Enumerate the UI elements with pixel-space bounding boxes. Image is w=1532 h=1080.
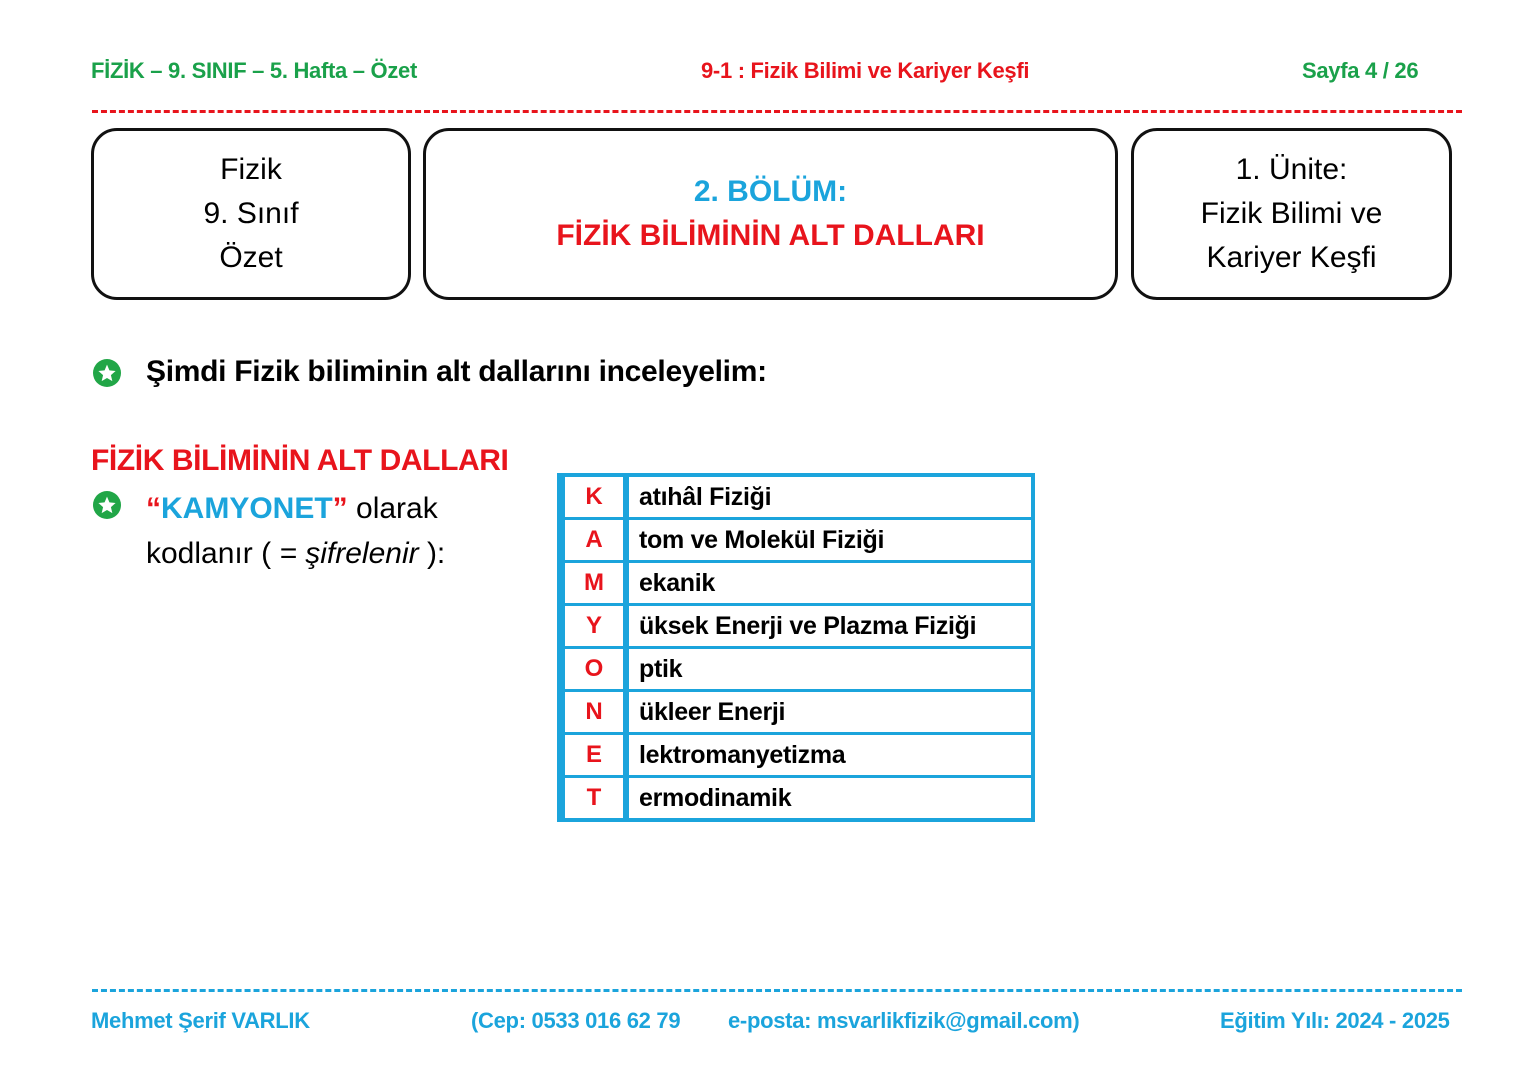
header-unit-title: 9-1 : Fizik Bilimi ve Kariyer Keşfi [701,58,1030,83]
mnemonic-explanation [146,486,445,576]
unit-title-line2: Kariyer Keşfi [1206,241,1377,274]
header-course-info: FİZİK – 9. SINIF – 5. Hafta – Özet [91,58,417,83]
chapter-title: FİZİK BİLİMİNİN ALT DALLARI [556,219,985,252]
chapter-box [423,128,1118,300]
footer-author: Mehmet Şerif VARLIK [91,1008,310,1033]
row-letter: T [561,777,626,821]
row-letter: E [561,734,626,777]
row-branch: tom ve Molekül Fiziği [626,519,1033,562]
section-title: FİZİK BİLİMİNİN ALT DALLARI [91,444,509,477]
line2-italic: = şifrelenir [279,537,419,570]
unit-number: 1. Ünite: [1235,153,1348,186]
mnemonic-explanation-line2 [146,531,445,576]
star-bullet-icon [93,359,121,387]
row-branch: atıhâl Fiziği [626,475,1033,519]
quote-open: “ [146,492,161,525]
row-letter: M [561,562,626,605]
star-bullet-icon [93,491,121,519]
intro-text: Şimdi Fizik biliminin alt dallarını inceleyelim: [146,355,767,388]
header-divider [92,110,1462,113]
table-row [561,519,1033,562]
footer-phone: (Cep: 0533 016 62 79 [471,1008,681,1033]
unit-box [1131,128,1452,300]
course-box [91,128,411,300]
after-keyword-text: olarak [347,492,438,525]
row-branch: ükleer Enerji [626,691,1033,734]
row-letter: N [561,691,626,734]
row-letter: O [561,648,626,691]
table-row [561,475,1033,519]
footer-year: Eğitim Yılı: 2024 - 2025 [1220,1008,1450,1033]
footer-divider [92,989,1462,992]
row-branch: ermodinamik [626,777,1033,821]
line2-suffix: ): [418,537,446,570]
unit-title-line1: Fizik Bilimi ve [1200,197,1383,230]
course-subject: Fizik [220,153,282,186]
chapter-number: 2. BÖLÜM: [693,175,848,208]
table-row [561,648,1033,691]
kamyonet-table [557,473,1035,822]
table-row [561,734,1033,777]
mnemonic-keyword: KAMYONET [161,492,333,525]
quote-close: ” [332,492,348,525]
row-branch: lektromanyetizma [626,734,1033,777]
row-letter: A [561,519,626,562]
mnemonic-explanation-line1 [146,486,445,531]
row-letter: K [561,475,626,519]
table-row [561,691,1033,734]
table-row [561,605,1033,648]
row-branch: ekanik [626,562,1033,605]
row-letter: Y [561,605,626,648]
row-branch: ptik [626,648,1033,691]
header-page-number: Sayfa 4 / 26 [1302,58,1419,83]
row-branch: üksek Enerji ve Plazma Fiziği [626,605,1033,648]
table-row [561,562,1033,605]
table-row [561,777,1033,821]
course-grade: 9. Sınıf [203,197,299,230]
footer-email: e-posta: msvarlikfizik@gmail.com) [728,1008,1080,1033]
line2-prefix: kodlanır ( [146,537,280,570]
course-type: Özet [219,241,283,274]
